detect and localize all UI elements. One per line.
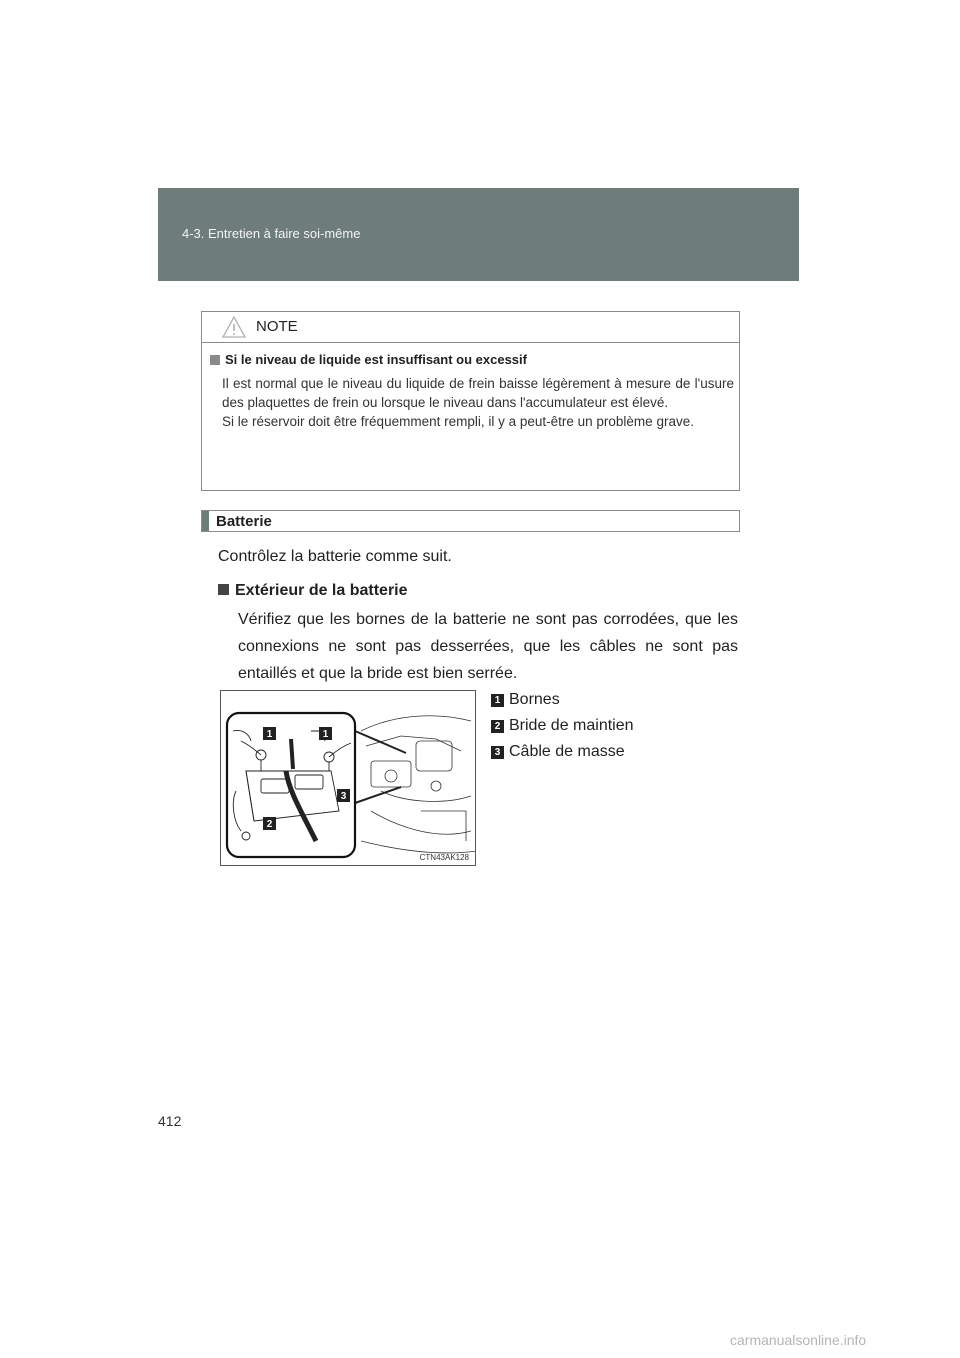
- note-box: [201, 311, 740, 491]
- note-header: [202, 312, 739, 343]
- section-header: [158, 188, 799, 281]
- note-body-paragraph: Il est normal que le niveau du liquide de frein baisse légèrement à mesure de l'usure des plaquettes de frein ou lorsque le niveau dans l'accumulateur est élevé.: [222, 376, 734, 410]
- square-bullet-icon: [218, 584, 229, 595]
- instruction-paragraph: Vérifiez que les bornes de la batterie ne sont pas corrodées, que les connexions ne sont pas desserrées, que les câbles ne sont pas entaillés et que la bride est bien serrée.: [238, 611, 738, 682]
- battery-illustration: [220, 690, 476, 866]
- section-title: Batterie: [216, 513, 272, 530]
- square-bullet-icon: [210, 355, 220, 365]
- callout-2: 2: [266, 819, 273, 830]
- page-number: 412: [158, 1113, 182, 1129]
- note-subheading-text: Si le niveau de liquide est insuffisant ou excessif: [225, 352, 527, 367]
- legend-item: [491, 739, 634, 765]
- legend-label: Bride de maintien: [509, 717, 634, 734]
- note-subheading: [210, 352, 527, 367]
- callout-3: 3: [340, 791, 347, 802]
- legend-item: [491, 713, 634, 739]
- note-title: NOTE: [256, 318, 298, 335]
- section-accent: [202, 511, 209, 531]
- legend-number: 3: [491, 746, 504, 759]
- figure-code: CTN43AK128: [419, 853, 469, 862]
- section-bar: [201, 510, 740, 532]
- watermark-link[interactable]: carmanualsonline.info: [730, 1332, 867, 1348]
- note-body-paragraph: Si le réservoir doit être fréquemment rempli, il y a peut-être un problème grave.: [222, 414, 694, 429]
- subsection-heading: [218, 582, 408, 600]
- legend-item: [491, 687, 634, 713]
- subsection-heading-text: Extérieur de la batterie: [235, 582, 408, 599]
- section-title-header: 4-3. Entretien à faire soi-même: [182, 226, 361, 241]
- legend-number: 1: [491, 694, 504, 707]
- callout-1b: 1: [322, 729, 329, 740]
- legend-label: Bornes: [509, 691, 560, 708]
- legend-number: 2: [491, 720, 504, 733]
- warning-icon: [222, 316, 246, 338]
- intro-text: Contrôlez la batterie comme suit.: [218, 548, 452, 565]
- figure-legend: [491, 687, 634, 765]
- legend-label: Câble de masse: [509, 743, 625, 760]
- note-body: [222, 374, 734, 431]
- callout-1a: 1: [266, 729, 273, 740]
- battery-drawing: [221, 691, 476, 866]
